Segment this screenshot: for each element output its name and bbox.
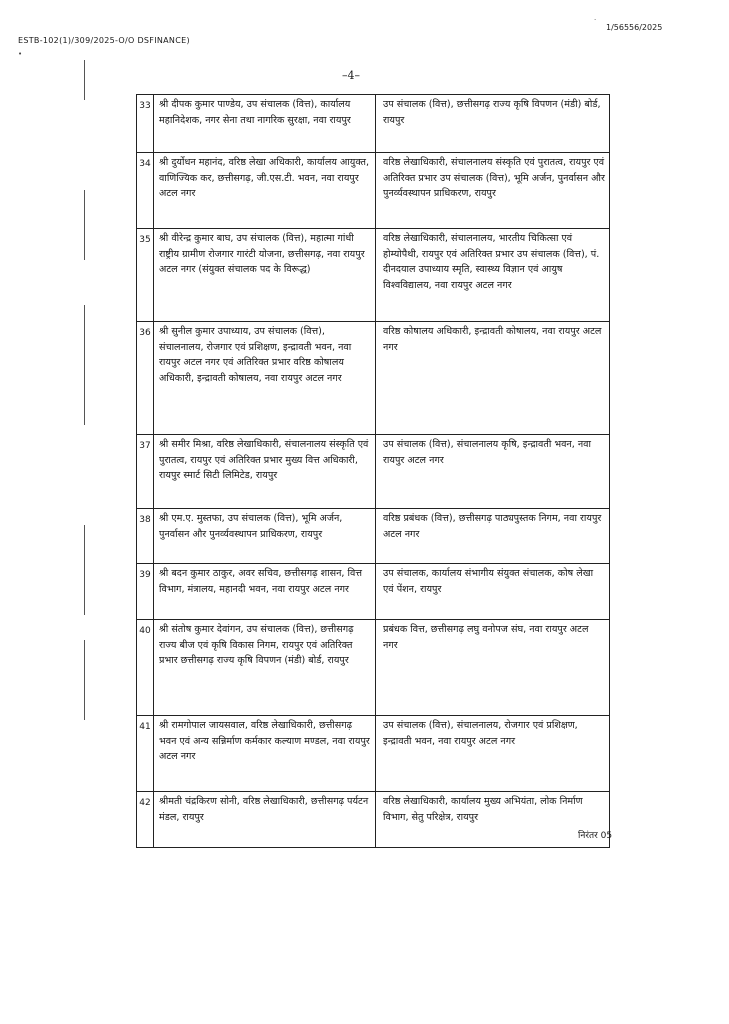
new-posting: उप संचालक (वित्त), संचालनालय, रोजगार एवं प्रशिक्षण, इन्द्रावती भवन, नवा रायपुर अटल नगर: [376, 716, 610, 792]
new-posting: वरिष्ठ प्रबंधक (वित्त), छत्तीसगढ़ पाठ्यपुस्तक निगम, नवा रायपुर अटल नगर: [376, 509, 610, 564]
margin-line: [84, 525, 85, 615]
current-posting: श्री समीर मिश्रा, वरिष्ठ लेखाधिकारी, संचालनालय संस्कृति एवं पुरातत्व, रायपुर एवं अतिरिक्त प्रभार मुख्य वित्त अधिकारी, रायपुर स्मार्ट सिटी लिमिटेड, रायपुर: [154, 435, 376, 509]
current-posting: श्री दुर्योधन महानंद, वरिष्ठ लेखा अधिकारी, कार्यालय आयुक्त, वाणिज्यिक कर, छत्तीसगढ़, जी.एस.टी. भवन, नवा रायपुर अटल नगर: [154, 153, 376, 229]
current-posting: श्री संतोष कुमार देवांगन, उप संचालक (वित्त), छत्तीसगढ़ राज्य बीज एवं कृषि विकास निगम, रायपुर एवं अतिरिक्त प्रभार छत्तीसगढ़ राज्य कृषि विपणन (मंडी) बोर्ड, रायपुर: [154, 620, 376, 716]
current-posting: श्रीमती चंद्रकिरण सोनी, वरिष्ठ लेखाधिकारी, छत्तीसगढ़ पर्यटन मंडल, रायपुर: [154, 792, 376, 848]
serial-number: 39: [137, 564, 154, 620]
table-row: [137, 322, 610, 435]
table-row: [137, 153, 610, 229]
serial-number: 40: [137, 620, 154, 716]
table-row: [137, 229, 610, 322]
serial-number: 33: [137, 95, 154, 153]
scan-speck: •: [18, 50, 23, 58]
scan-speck: ·: [594, 16, 597, 24]
current-posting: श्री बदन कुमार ठाकुर, अवर सचिव, छत्तीसगढ़ शासन, वित्त विभाग, मंत्रालय, महानदी भवन, नवा रायपुर अटल नगर: [154, 564, 376, 620]
new-posting: वरिष्ठ लेखाधिकारी, संचालनालय संस्कृति एवं पुरातत्व, रायपुर एवं अतिरिक्त प्रभार उप संचालक (वित्त), भूमि अर्जन, पुनर्वासन और पुनर्व्यवस्थापन प्राधिकरण, रायपुर: [376, 153, 610, 229]
table-row: [137, 435, 610, 509]
table-row: [137, 95, 610, 153]
margin-line: [84, 640, 85, 720]
table-row: [137, 564, 610, 620]
serial-number: 36: [137, 322, 154, 435]
margin-line: [84, 305, 85, 425]
serial-number: 42: [137, 792, 154, 848]
new-posting: वरिष्ठ कोषालय अधिकारी, इन्द्रावती कोषालय, नवा रायपुर अटल नगर: [376, 322, 610, 435]
table-row: [137, 620, 610, 716]
new-posting: वरिष्ठ लेखाधिकारी, कार्यालय मुख्य अभियंता, लोक निर्माण विभाग, सेतु परिक्षेत्र, रायपुर: [376, 792, 610, 848]
serial-number: 35: [137, 229, 154, 322]
table-row: [137, 716, 610, 792]
serial-number: 34: [137, 153, 154, 229]
serial-number: 37: [137, 435, 154, 509]
continued-note: निरंतर 05: [578, 831, 613, 841]
serial-number: 41: [137, 716, 154, 792]
margin-line: [84, 60, 85, 100]
current-posting: श्री दीपक कुमार पाण्डेय, उप संचालक (वित्त), कार्यालय महानिदेशक, नगर सेना तथा नागरिक सुरक्षा, नवा रायपुर: [154, 95, 376, 153]
file-reference: ESTB-102(1)/309/2025-O/O DSFINANCE): [18, 36, 190, 45]
document-number: 1/56556/2025: [606, 23, 663, 32]
current-posting: श्री रामगोपाल जायसवाल, वरिष्ठ लेखाधिकारी, छत्तीसगढ़ भवन एवं अन्य सन्निर्माण कर्मकार कल्याण मण्डल, नवा रायपुर अटल नगर: [154, 716, 376, 792]
table-row: [137, 509, 610, 564]
current-posting: श्री वीरेन्द्र कुमार बाघ, उप संचालक (वित्त), महात्मा गांधी राष्ट्रीय ग्रामीण रोजगार गारंटी योजना, छत्तीसगढ़, नवा रायपुर अटल नगर (संयुक्त संचालक पद के विरूद्ध): [154, 229, 376, 322]
new-posting: वरिष्ठ लेखाधिकारी, संचालनालय, भारतीय चिकित्सा एवं होम्योपैथी, रायपुर एवं अतिरिक्त प्रभार उप संचालक (वित्त), पं. दीनदयाल उपाध्याय स्मृति, स्वास्थ्य विज्ञान एवं आयुष विश्वविद्यालय, नवा रायपुर अटल नगर: [376, 229, 610, 322]
new-posting: उप संचालक (वित्त), छत्तीसगढ़ राज्य कृषि विपणन (मंडी) बोर्ड, रायपुर: [376, 95, 610, 153]
new-posting: उप संचालक, कार्यालय संभागीय संयुक्त संचालक, कोष लेखा एवं पेंशन, रायपुर: [376, 564, 610, 620]
table-row: [137, 792, 610, 848]
page-number: –4–: [342, 69, 360, 82]
new-posting: प्रबंधक वित्त, छत्तीसगढ़ लघु वनोपज संघ, नवा रायपुर अटल नगर: [376, 620, 610, 716]
transfer-table: [136, 94, 613, 848]
new-posting: उप संचालक (वित्त), संचालनालय कृषि, इन्द्रावती भवन, नवा रायपुर अटल नगर: [376, 435, 610, 509]
margin-line: [84, 190, 85, 260]
serial-number: 38: [137, 509, 154, 564]
current-posting: श्री एम.ए. मुस्तफा, उप संचालक (वित्त), भूमि अर्जन, पुनर्वासन और पुनर्व्यवस्थापन प्राधिकरण, रायपुर: [154, 509, 376, 564]
current-posting: श्री सुनील कुमार उपाध्याय, उप संचालक (वित्त), संचालनालय, रोजगार एवं प्रशिक्षण, इन्द्रावती भवन, नवा रायपुर अटल नगर एवं अतिरिक्त प्रभार वरिष्ठ कोषालय अधिकारी, इन्द्रावती कोषालय, नवा रायपुर अटल नगर: [154, 322, 376, 435]
